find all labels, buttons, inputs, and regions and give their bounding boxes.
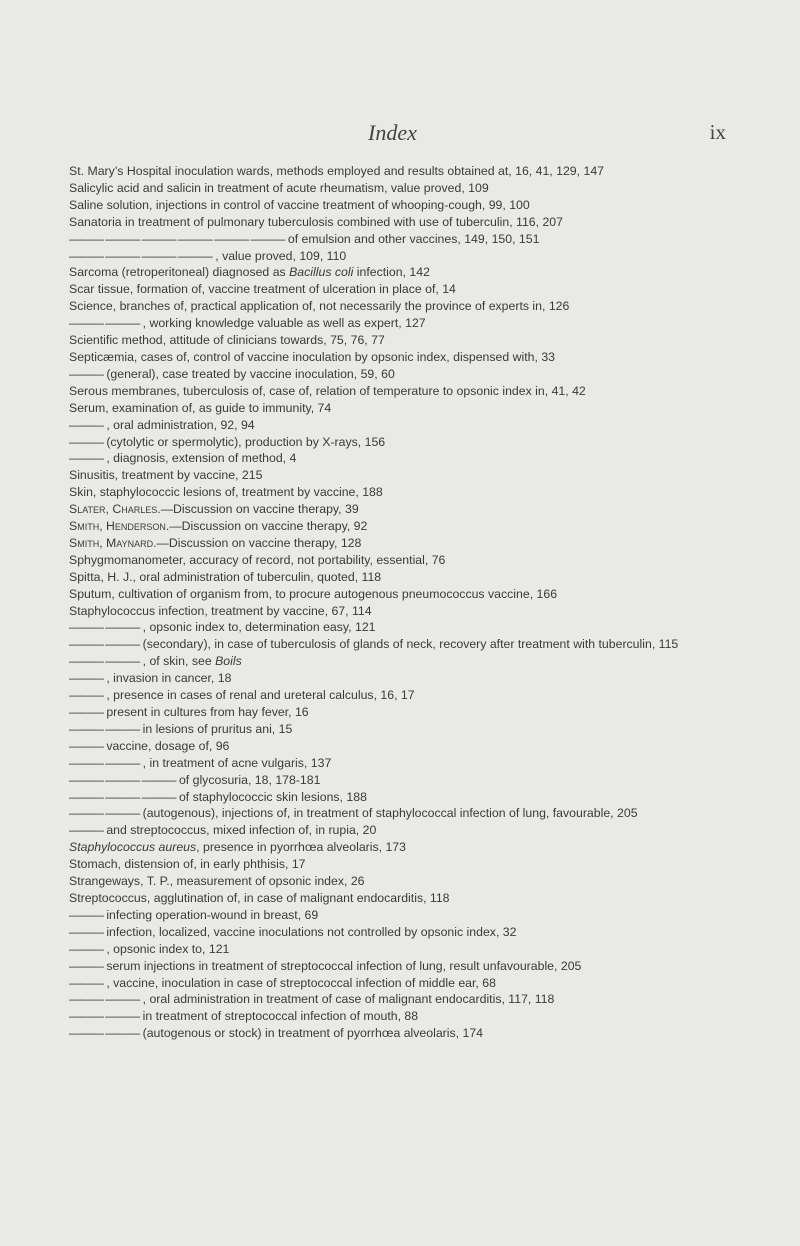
index-entry — [69, 991, 749, 1008]
index-entry — [69, 298, 749, 315]
entry-text: , value proved, 109, 110 — [215, 248, 347, 263]
entry-text: Streptococcus, agglutination of, in case of malignant endocarditis, 118 — [69, 890, 450, 905]
index-entry — [69, 738, 749, 755]
index-entry — [69, 958, 749, 975]
entry-dash: ——— ——— — [69, 721, 140, 736]
entry-dash: ——— — [69, 451, 103, 466]
entry-text: Skin, staphylococcic lesions of, treatment by vaccine, 188 — [69, 485, 383, 500]
index-entry — [69, 264, 749, 281]
entry-text: —Discussion on vaccine therapy, 39 — [160, 502, 359, 517]
entry-text: Sanatoria in treatment of pulmonary tuberculosis combined with use of tuberculin, 116, 207 — [69, 214, 563, 229]
entry-dash: ——— ——— — [69, 637, 140, 652]
entry-text: Serum, examination of, as guide to immunity, 74 — [69, 400, 332, 415]
entry-text: , of skin, see — [142, 654, 216, 669]
index-entry — [69, 552, 749, 569]
entry-text: serum injections in treatment of streptococcal infection of lung, result unfavourable, 205 — [106, 958, 582, 973]
index-entry — [69, 484, 749, 501]
index-entry — [69, 924, 749, 941]
index-entry — [69, 603, 749, 620]
entry-dash: ——— — [69, 417, 103, 432]
entry-text: (autogenous or stock) in treatment of pyorrhœa alveolaris, 174 — [142, 1026, 484, 1041]
entry-italic-term: Staphylococcus aureus — [69, 840, 197, 855]
index-entry — [69, 349, 749, 366]
index-entry — [69, 822, 749, 839]
entry-text: , oral administration in treatment of case of malignant endocarditis, 117, 118 — [142, 992, 555, 1007]
entry-dash: ——— ——— — [69, 806, 140, 821]
entry-text: —Discussion on vaccine therapy, 128 — [156, 535, 362, 550]
entry-text: Sphygmomanometer, accuracy of record, not portability, essential, 76 — [69, 552, 446, 567]
entry-text: Sinusitis, treatment by vaccine, 215 — [69, 468, 263, 483]
entry-dash: ——— — [69, 907, 103, 922]
entry-dash: ——— ——— ——— ——— ——— ——— — [69, 231, 285, 246]
entry-dash: ——— ——— — [69, 316, 140, 331]
entry-dash: ——— — [69, 958, 103, 973]
entry-text: Sarcoma (retroperitoneal) diagnosed as — [69, 265, 290, 280]
entry-dash: ——— — [69, 671, 103, 686]
index-entry — [69, 501, 749, 518]
entry-text: Saline solution, injections in control of vaccine treatment of whooping-cough, 99, 100 — [69, 197, 530, 212]
index-entry — [69, 535, 749, 552]
index-entry — [69, 197, 749, 214]
entry-text: Scar tissue, formation of, vaccine treatment of ulceration in place of, 14 — [69, 282, 456, 297]
entry-dash: ——— ——— — [69, 992, 140, 1007]
index-entry — [69, 856, 749, 873]
entry-italic-term: Boils — [215, 654, 242, 669]
index-entry — [69, 907, 749, 924]
index-entry — [69, 434, 749, 451]
index-entry — [69, 332, 749, 349]
index-entry — [69, 586, 749, 603]
entry-dash: ——— — [69, 688, 103, 703]
entry-text: infection, localized, vaccine inoculations not controlled by opsonic index, 32 — [106, 924, 517, 939]
entry-author: Slater, Charles. — [69, 502, 161, 517]
index-entry — [69, 670, 749, 687]
index-entry — [69, 1008, 749, 1025]
entry-text: Stomach, distension of, in early phthisis, 17 — [69, 857, 306, 872]
index-entry — [69, 636, 749, 653]
index-entry — [69, 772, 749, 789]
entry-dash: ——— ——— — [69, 620, 140, 635]
index-entry — [69, 366, 749, 383]
entry-text: , diagnosis, extension of method, 4 — [106, 451, 297, 466]
entry-text: Scientific method, attitude of clinicians towards, 75, 76, 77 — [69, 333, 385, 348]
entry-dash: ——— — [69, 823, 103, 838]
entry-text-tail: infection, 142 — [353, 265, 430, 280]
index-entry — [69, 450, 749, 467]
index-entry — [69, 281, 749, 298]
index-entry — [69, 789, 749, 806]
entry-dash: ——— — [69, 975, 103, 990]
entry-text: present in cultures from hay fever, 16 — [106, 705, 309, 719]
entry-dash: ——— ——— ——— — [69, 772, 176, 787]
entry-text: Science, branches of, practical application of, not necessarily the province of experts in, 126 — [69, 299, 570, 314]
entry-text: infecting operation-wound in breast, 69 — [106, 907, 319, 922]
entry-dash: ——— ——— — [69, 654, 140, 669]
entry-text: , opsonic index to, determination easy, 121 — [142, 620, 376, 635]
index-entry — [69, 248, 749, 265]
entry-text: of glycosuria, 18, 178-181 — [178, 772, 321, 787]
entry-text: (cytolytic or spermolytic), production by X-rays, 156 — [106, 434, 386, 449]
index-entry — [69, 687, 749, 704]
index-entry — [69, 518, 749, 535]
index-entry — [69, 569, 749, 586]
entry-dash: ——— — [69, 705, 103, 719]
index-entry — [69, 231, 749, 248]
entry-text: Salicylic acid and salicin in treatment of acute rheumatism, value proved, 109 — [69, 180, 489, 195]
entry-dash: ——— ——— — [69, 1026, 140, 1041]
entry-author: Smith, Henderson. — [69, 519, 170, 534]
index-entry — [69, 619, 749, 636]
entry-text: , working knowledge valuable as well as expert, 127 — [142, 316, 426, 331]
index-entry — [69, 721, 749, 738]
entry-text: (secondary), in case of tuberculosis of glands of neck, recovery after treatment with tuberculin, 115 — [142, 637, 679, 652]
index-entry — [69, 755, 749, 772]
entry-text: Serous membranes, tuberculosis of, case of, relation of temperature to opsonic index in, 41, 42 — [69, 383, 586, 398]
index-entry — [69, 400, 749, 417]
entry-dash: ——— ——— — [69, 755, 140, 770]
index-entry — [69, 805, 749, 822]
entry-dash: ——— ——— — [69, 1009, 140, 1024]
entry-text: in treatment of streptococcal infection of mouth, 88 — [142, 1009, 419, 1024]
entry-dash: ——— — [69, 924, 103, 939]
index-entry — [69, 417, 749, 434]
entry-text: in lesions of pruritus ani, 15 — [142, 721, 293, 736]
running-head-title: Index — [368, 120, 417, 145]
index-entry — [69, 653, 749, 670]
index-entry — [69, 704, 749, 721]
index-entry — [69, 163, 749, 180]
index-entry — [69, 383, 749, 400]
entry-dash: ——— — [69, 941, 103, 956]
entry-text: of emulsion and other vaccines, 149, 150, 151 — [287, 231, 540, 246]
entry-text: Strangeways, T. P., measurement of opsonic index, 26 — [69, 874, 365, 889]
running-head — [0, 120, 800, 148]
entry-dash: ——— — [69, 738, 103, 753]
index-entry — [69, 180, 749, 197]
index-entry — [69, 1025, 749, 1042]
entry-text: , presence in cases of renal and ureteral calculus, 16, 17 — [106, 688, 415, 703]
entry-text: (autogenous), injections of, in treatment of staphylococcal infection of lung, favourable, 205 — [142, 806, 638, 821]
index-entries — [69, 163, 749, 1042]
entry-dash: ——— — [69, 434, 103, 449]
index-entry — [69, 941, 749, 958]
index-entry — [69, 975, 749, 992]
entry-dash: ——— ——— ——— ——— — [69, 248, 212, 263]
entry-text: Septicæmia, cases of, control of vaccine inoculation by opsonic index, dispensed with, 33 — [69, 349, 555, 364]
entry-text: vaccine, dosage of, 96 — [106, 738, 230, 753]
entry-text: , in treatment of acne vulgaris, 137 — [142, 755, 332, 770]
index-entry — [69, 839, 749, 856]
index-entry — [69, 873, 749, 890]
index-entry — [69, 315, 749, 332]
index-entry — [69, 214, 749, 231]
entry-text: , oral administration, 92, 94 — [106, 417, 255, 432]
index-entry — [69, 467, 749, 484]
entry-text: , invasion in cancer, 18 — [106, 671, 232, 686]
entry-text: and streptococcus, mixed infection of, in rupia, 20 — [106, 823, 377, 838]
entry-text: , opsonic index to, 121 — [106, 941, 230, 956]
entry-italic-term: Bacillus coli — [289, 265, 354, 280]
entry-author: Smith, Maynard. — [69, 535, 157, 550]
entry-dash: ——— — [69, 366, 103, 381]
page-number: ix — [709, 120, 726, 144]
entry-text: , vaccine, inoculation in case of streptococcal infection of middle ear, 68 — [106, 975, 496, 990]
entry-text: —Discussion on vaccine therapy, 92 — [169, 519, 368, 534]
entry-text: St. Mary’s Hospital inoculation wards, methods employed and results obtained at, 16, 41, 129, 147 — [69, 164, 604, 178]
entry-dash: ——— ——— ——— — [69, 789, 176, 804]
entry-text: of staphylococcic skin lesions, 188 — [178, 789, 367, 804]
entry-text: Sputum, cultivation of organism from, to procure autogenous pneumococcus vaccine, 166 — [69, 586, 558, 601]
entry-text: Spitta, H. J., oral administration of tuberculin, quoted, 118 — [69, 569, 382, 584]
entry-text: (general), case treated by vaccine inoculation, 59, 60 — [106, 366, 395, 381]
index-entry — [69, 890, 749, 907]
entry-text: Staphylococcus infection, treatment by vaccine, 67, 114 — [69, 603, 372, 618]
entry-text: , presence in pyorrhœa alveolaris, 173 — [196, 840, 406, 855]
